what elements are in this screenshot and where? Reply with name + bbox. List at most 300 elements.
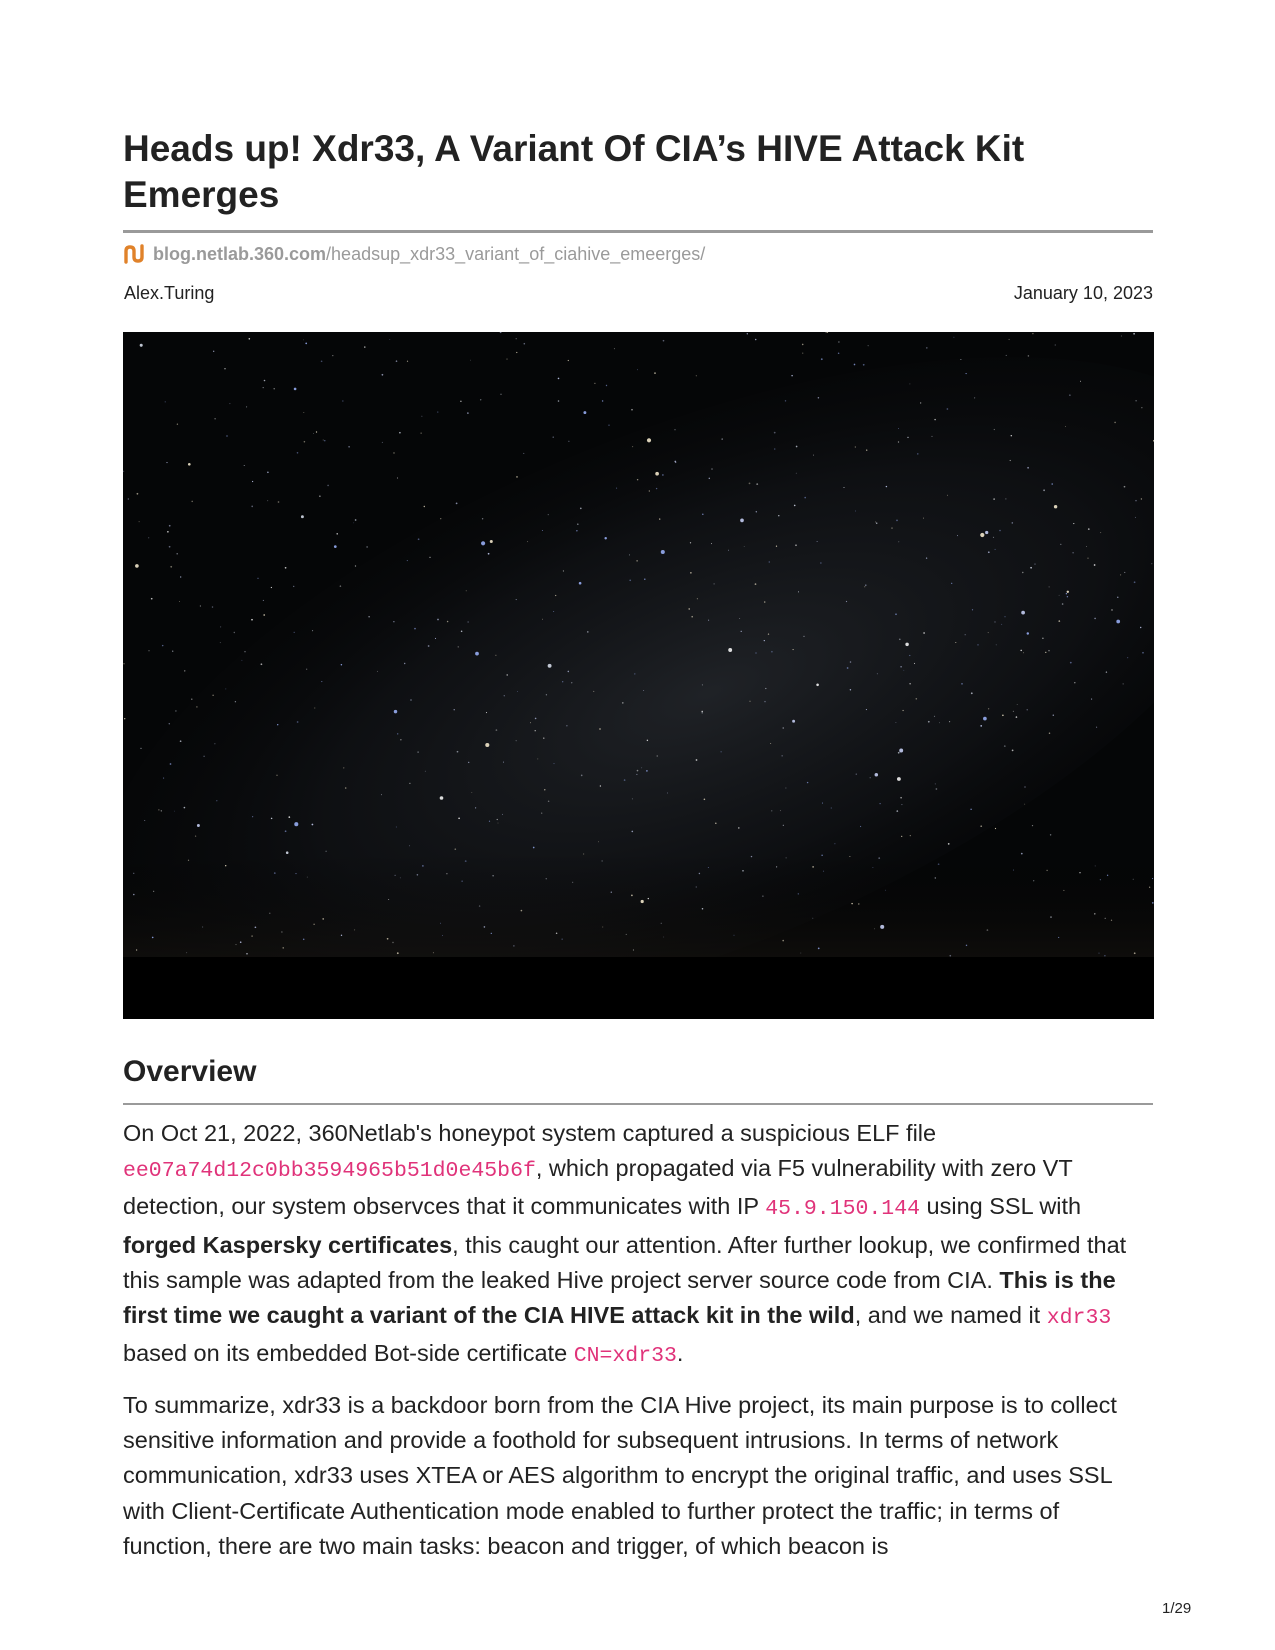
overview-paragraph-1 <box>123 1116 1153 1374</box>
star <box>1091 699 1092 700</box>
star <box>798 591 799 592</box>
star <box>742 870 744 872</box>
star <box>437 619 439 621</box>
star <box>1065 426 1066 427</box>
star <box>410 699 411 700</box>
star <box>896 520 898 522</box>
star <box>225 688 226 689</box>
star <box>983 717 987 721</box>
star <box>543 737 544 738</box>
star <box>1133 333 1135 335</box>
star <box>785 400 786 401</box>
star <box>169 546 171 548</box>
source-domain[interactable]: blog.netlab.360.com <box>153 243 327 264</box>
star <box>321 360 323 362</box>
star <box>414 628 416 630</box>
p1-text-4: , this caught our attention. After further lookup, we confirmed that this sample was adapted from the leaked Hive project server source code from CIA. <box>123 1231 1127 1293</box>
overview-paragraph-2: To summarize, xdr33 is a backdoor born from the CIA Hive project, its main purpose is to collect sensitive information and provide a foothold for subsequent intrusions. In terms of network communication, xdr33 uses XTEA or AES algorithm to encrypt the original traffic, and uses SSL with Client-Certificate Authentication mode enabled to further protect the traffic; in terms of function, there are two main tasks: beacon and trigger, of which beacon is <box>123 1392 1117 1559</box>
star <box>629 579 631 581</box>
star <box>624 779 626 781</box>
star <box>1124 572 1125 573</box>
star <box>576 530 577 531</box>
star <box>977 644 978 645</box>
star <box>708 867 709 868</box>
star <box>740 519 744 523</box>
star <box>396 360 398 362</box>
star <box>191 699 192 700</box>
star <box>440 518 441 519</box>
star <box>465 860 467 862</box>
star <box>1088 528 1090 530</box>
star <box>701 711 702 712</box>
star <box>144 820 145 821</box>
star <box>548 801 550 803</box>
star <box>907 437 908 438</box>
star <box>899 638 901 640</box>
star <box>479 905 480 906</box>
star <box>195 835 196 836</box>
star <box>1141 407 1142 408</box>
star <box>203 756 204 757</box>
star <box>796 446 798 448</box>
star <box>821 358 823 360</box>
star <box>851 903 852 904</box>
star <box>135 564 139 568</box>
star <box>966 945 967 946</box>
star <box>429 557 430 558</box>
star <box>176 553 178 555</box>
star <box>133 873 134 874</box>
star <box>1121 336 1122 337</box>
star <box>428 645 430 647</box>
star <box>437 412 438 413</box>
star <box>866 449 867 450</box>
star <box>568 671 570 673</box>
star <box>234 632 235 633</box>
star <box>1060 544 1061 545</box>
star <box>1032 333 1033 334</box>
star <box>980 825 982 827</box>
star <box>972 609 973 610</box>
star <box>756 483 758 485</box>
star <box>163 778 164 779</box>
star <box>702 684 703 685</box>
star <box>542 619 543 620</box>
star <box>271 818 273 820</box>
star <box>795 544 797 546</box>
star <box>492 875 493 876</box>
star <box>546 694 547 695</box>
p1-text-7: . <box>676 1340 684 1367</box>
star <box>140 344 143 347</box>
star <box>314 708 315 709</box>
star <box>1067 591 1069 593</box>
star <box>516 352 517 353</box>
source-path[interactable]: /headsup_xdr33_variant_of_ciahive_emeerges/ <box>326 243 706 264</box>
star <box>407 361 408 362</box>
star <box>637 369 638 370</box>
star <box>278 501 280 503</box>
star <box>180 740 182 742</box>
star <box>863 364 865 366</box>
article-title: Heads up! Xdr33, A Variant Of CIA’s HIVE Attack Kit Emerges <box>123 128 1025 215</box>
star <box>1086 546 1087 547</box>
star <box>137 493 139 495</box>
star <box>397 477 398 478</box>
star <box>220 642 221 643</box>
star <box>786 857 787 858</box>
star <box>875 773 879 777</box>
star <box>506 674 507 675</box>
star <box>636 774 637 775</box>
star <box>770 743 771 744</box>
star <box>769 561 770 562</box>
star <box>440 923 441 924</box>
star <box>934 716 935 717</box>
star <box>995 549 996 550</box>
star <box>1023 652 1024 653</box>
star <box>1142 652 1144 654</box>
star <box>172 651 173 652</box>
star <box>654 372 656 374</box>
star <box>1100 532 1101 533</box>
star <box>368 616 369 617</box>
star <box>348 446 350 448</box>
star <box>133 894 135 896</box>
star <box>244 651 246 653</box>
star <box>697 598 698 599</box>
star <box>537 758 538 759</box>
star <box>249 338 251 340</box>
star <box>656 488 657 489</box>
star <box>558 400 560 402</box>
star <box>235 944 236 945</box>
star <box>980 725 982 727</box>
star <box>285 830 287 832</box>
star <box>961 683 962 684</box>
star <box>649 490 650 491</box>
star <box>1133 879 1134 880</box>
star <box>336 533 337 534</box>
star <box>938 863 940 865</box>
star <box>782 755 783 756</box>
star <box>488 553 490 555</box>
star <box>1123 683 1124 684</box>
star <box>896 810 898 812</box>
star <box>485 743 489 747</box>
star <box>343 767 344 768</box>
publish-date: January 10, 2023 <box>1013 283 1153 303</box>
star <box>303 939 305 941</box>
star <box>246 953 248 955</box>
star <box>263 614 265 616</box>
star <box>393 452 394 453</box>
star <box>324 440 325 441</box>
star <box>395 875 396 876</box>
star <box>647 438 651 442</box>
star <box>229 403 230 404</box>
star <box>816 684 819 687</box>
star <box>667 793 668 794</box>
certificate-cn-code: CN=xdr33 <box>573 1344 677 1369</box>
star <box>1135 517 1136 518</box>
star <box>273 388 274 389</box>
star <box>169 723 170 724</box>
star <box>822 803 823 804</box>
star <box>418 538 420 540</box>
star <box>802 344 804 346</box>
star <box>804 497 806 499</box>
star <box>622 702 624 704</box>
star <box>663 937 664 938</box>
star <box>632 798 633 799</box>
star <box>1117 597 1118 598</box>
p1-text-6: based on its embedded Bot-side certificate <box>123 1340 574 1367</box>
star <box>934 419 935 420</box>
star <box>530 722 531 723</box>
star <box>793 649 794 650</box>
star <box>1046 870 1047 871</box>
star <box>587 631 589 633</box>
star <box>558 378 560 380</box>
star <box>1094 564 1096 566</box>
star <box>305 343 307 345</box>
star <box>1049 733 1050 734</box>
star <box>794 505 796 507</box>
star <box>341 664 342 665</box>
star <box>548 514 549 515</box>
star <box>1063 890 1064 891</box>
star <box>496 729 498 731</box>
star <box>909 683 910 684</box>
star <box>1001 624 1002 625</box>
star <box>241 660 242 661</box>
star <box>341 935 342 936</box>
star <box>1111 609 1112 610</box>
star <box>123 663 124 664</box>
star <box>180 576 181 577</box>
star <box>1105 918 1106 919</box>
star <box>898 428 899 429</box>
star <box>899 749 903 753</box>
star <box>1127 657 1128 658</box>
star <box>1013 711 1014 712</box>
star <box>394 710 397 713</box>
star <box>251 619 253 621</box>
star <box>993 537 994 538</box>
star <box>994 621 995 622</box>
star <box>294 822 298 826</box>
star <box>838 353 840 355</box>
star <box>1095 865 1096 866</box>
star <box>1059 595 1060 596</box>
star <box>947 495 948 496</box>
star <box>939 722 940 723</box>
star <box>319 496 320 497</box>
star <box>293 586 294 587</box>
star <box>175 710 176 711</box>
star <box>312 630 313 631</box>
star <box>803 636 804 637</box>
star <box>433 952 434 953</box>
star <box>475 807 476 808</box>
star <box>909 383 910 384</box>
star <box>756 511 757 512</box>
star <box>661 550 665 554</box>
star <box>901 836 902 837</box>
star <box>251 506 253 508</box>
star <box>1069 394 1070 395</box>
star <box>949 721 950 722</box>
star <box>774 448 776 450</box>
star <box>136 949 137 950</box>
star <box>252 816 253 817</box>
star <box>409 783 410 784</box>
star <box>749 483 751 485</box>
star <box>637 479 638 480</box>
star <box>355 565 356 566</box>
star <box>831 808 832 809</box>
star <box>1134 952 1136 954</box>
star <box>702 514 704 516</box>
star <box>1094 913 1095 914</box>
star <box>626 934 627 935</box>
star <box>128 498 129 499</box>
star <box>516 338 517 339</box>
star <box>633 949 634 950</box>
star <box>1054 505 1057 508</box>
section-heading-overview: Overview <box>123 1055 257 1088</box>
star <box>792 720 795 723</box>
star <box>643 690 644 691</box>
star <box>571 682 572 683</box>
star <box>948 843 950 845</box>
star <box>440 796 444 800</box>
star <box>283 947 284 948</box>
star <box>502 814 503 815</box>
star <box>169 525 171 527</box>
star <box>177 424 178 425</box>
p1-text-5: , and we named it <box>854 1302 1047 1329</box>
star <box>711 543 712 544</box>
star <box>226 435 227 436</box>
star <box>184 807 186 809</box>
star <box>641 767 642 768</box>
star <box>776 866 777 867</box>
star <box>690 542 691 543</box>
star <box>817 541 818 542</box>
star <box>1012 750 1014 752</box>
star <box>648 898 649 899</box>
star <box>267 471 269 473</box>
source-line[interactable] <box>123 242 705 266</box>
star <box>764 701 765 702</box>
star <box>184 670 185 671</box>
star <box>1094 618 1096 620</box>
star <box>425 771 426 772</box>
star <box>721 438 723 440</box>
star <box>1106 671 1107 672</box>
star <box>202 927 203 928</box>
star <box>1070 662 1072 664</box>
star <box>868 345 869 346</box>
star <box>614 348 615 349</box>
star <box>417 874 419 876</box>
star <box>762 895 763 896</box>
star <box>771 810 772 811</box>
star <box>923 518 924 519</box>
star <box>332 355 333 356</box>
star <box>674 429 675 430</box>
star <box>898 752 900 754</box>
p1-bold-2: This is the first time we caught a variant of the CIA HIVE attack kit in the wild <box>123 1266 1116 1329</box>
star <box>1099 953 1100 954</box>
star <box>1134 581 1136 583</box>
star <box>936 788 938 790</box>
star <box>690 572 691 573</box>
star <box>325 851 326 852</box>
star <box>541 813 542 814</box>
star <box>506 359 507 360</box>
star <box>1051 483 1053 485</box>
star <box>696 886 697 887</box>
star <box>397 952 399 954</box>
star <box>527 541 528 542</box>
star <box>909 655 910 656</box>
p1-text-1: On Oct 21, 2022, 360Netlab's honeypot system captured a suspicious ELF file <box>123 1120 937 1146</box>
star <box>563 570 564 571</box>
star <box>495 655 496 656</box>
star <box>1152 902 1154 904</box>
star <box>901 804 902 805</box>
star <box>701 712 702 713</box>
star <box>555 595 556 596</box>
star <box>641 900 644 903</box>
star <box>646 770 648 772</box>
star <box>313 924 314 925</box>
star <box>699 873 700 874</box>
star <box>1087 558 1088 559</box>
star <box>783 825 784 826</box>
star <box>704 799 706 801</box>
star <box>865 585 866 586</box>
star <box>655 472 659 476</box>
star <box>466 590 467 591</box>
star <box>634 673 635 674</box>
star <box>1043 489 1045 491</box>
star <box>910 835 911 836</box>
star <box>886 486 887 487</box>
star <box>751 856 752 857</box>
star <box>644 578 645 579</box>
star <box>602 926 603 927</box>
star <box>993 498 994 499</box>
star <box>1012 522 1014 524</box>
star <box>257 578 258 579</box>
star <box>1066 593 1067 594</box>
star <box>1072 552 1073 553</box>
star <box>458 646 459 647</box>
star <box>421 416 422 417</box>
star <box>1149 887 1150 888</box>
star <box>470 360 471 361</box>
star <box>424 506 425 507</box>
star <box>327 485 329 487</box>
star <box>791 375 793 377</box>
star <box>1022 572 1023 573</box>
star <box>123 471 124 472</box>
star <box>303 339 304 340</box>
